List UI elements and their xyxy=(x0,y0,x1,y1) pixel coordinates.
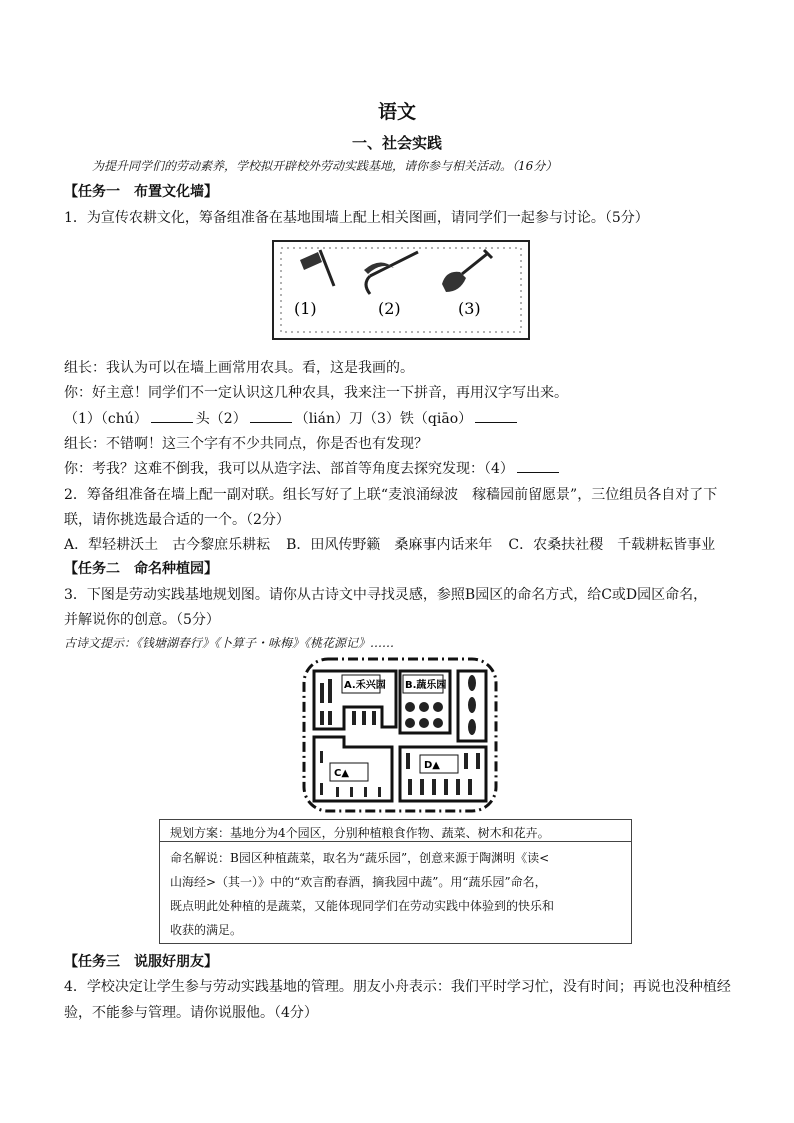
section-title: 一、社会实践 xyxy=(351,134,442,152)
garden-a-label: A.禾兴园 xyxy=(344,680,386,691)
garden-d-label: D▲ xyxy=(424,760,440,771)
dialogue-leader-1: 组长：我认为可以在墙上画常用农具。看，这是我画的。 xyxy=(64,360,414,376)
tool-label-2: (2) xyxy=(378,299,401,318)
question-2-cont: 联，请你挑选最合适的一个。（2分） xyxy=(64,512,290,528)
couplet-options xyxy=(64,534,731,554)
question-4-cont: 验，不能参与管理。请你说服他。（4分） xyxy=(64,1005,318,1021)
leaf-icons xyxy=(468,675,476,735)
question-1: 1．为宣传农耕文化，筹备组准备在基地围墙上配上相关图画，请同学们一起参与讨论。（5分） xyxy=(64,210,649,226)
answer-blank-3[interactable] xyxy=(475,408,517,423)
answer-blank-1[interactable] xyxy=(151,408,193,423)
option-c[interactable]: C．农桑扶社稷 千载耕耘皆事业 xyxy=(508,537,716,553)
vegetable-icons-b xyxy=(405,702,443,728)
task3-heading: 【任务三 说服好朋友】 xyxy=(64,954,218,970)
poem-hint: 古诗文提示：《钱塘湖春行》《卜算子・咏梅》《桃花源记》…… xyxy=(64,636,395,650)
farm-tools-picture xyxy=(272,240,530,340)
plan-text: 规划方案：基地分为4个园区，分别种植粮食作物、蔬菜、树木和花卉。 xyxy=(160,820,631,842)
pinyin-line: （1）（chú） 头（2） （lián）刀（3）铁（qiāo） xyxy=(64,408,520,428)
task2-heading: 【任务二 命名种植园】 xyxy=(64,561,218,577)
question-3-cont: 并解说你的创意。（5分） xyxy=(64,612,220,628)
option-b[interactable]: B．田风传野籁 桑麻事内话来年 xyxy=(286,537,493,553)
dialogue-leader-2: 组长：不错啊！这三个字有不少共同点，你是否也有发现？ xyxy=(64,436,428,452)
task1-heading: 【任务一 布置文化墙】 xyxy=(64,184,218,200)
option-a[interactable]: A．犁轻耕沃土 古今黎庶乐耕耘 xyxy=(64,537,271,553)
dialogue-you-2: 你：考我？这难不倒我，我可以从造字法、部首等角度去探究发现：（4） xyxy=(64,458,562,478)
question-3: 3．下图是劳动实践基地规划图。请你从古诗文中寻找灵感，参照B园区的命名方式，给C或D园区命名， xyxy=(64,587,708,603)
plan-explanation-box xyxy=(159,819,632,944)
answer-blank-2[interactable] xyxy=(250,408,292,423)
page-title: 语文 xyxy=(377,101,416,123)
answer-blank-4[interactable] xyxy=(517,458,559,473)
tool-label-3: (3) xyxy=(458,299,481,318)
intro-text: 为提升同学们的劳动素养，学校拟开辟校外劳动实践基地，请你参与相关活动。（16分） xyxy=(92,159,558,173)
tool-label-1: (1) xyxy=(294,299,317,318)
question-2: 2．筹备组准备在墙上配一副对联。组长写好了上联“麦浪涌绿波 稼穑园前留愿景”，三位组员各自对了下 xyxy=(64,487,718,503)
base-plan-map xyxy=(300,655,500,815)
dialogue-you-1: 你：好主意！同学们不一定认识这几种农具，我来注一下拼音，再用汉字写出来。 xyxy=(64,385,568,401)
question-4: 4．学校决定让学生参与劳动实践基地的管理。朋友小舟表示：我们平时学习忙，没有时间；再说也没种植经 xyxy=(64,979,731,995)
garden-b-label: B.蔬乐园 xyxy=(405,680,447,691)
garden-c-label: C▲ xyxy=(334,768,350,779)
naming-explanation: 命名解说：B园区种植蔬菜，取名为“蔬乐园”，创意来源于陶渊明《读< 山海经>（其一）》中的“欢言酌春酒，摘我园中蔬”。用“蔬乐园”命名， 既点明此处种植的是蔬菜，又能体现同学们在劳动实践中体验到的快乐和 收获的满足。 xyxy=(170,851,555,937)
